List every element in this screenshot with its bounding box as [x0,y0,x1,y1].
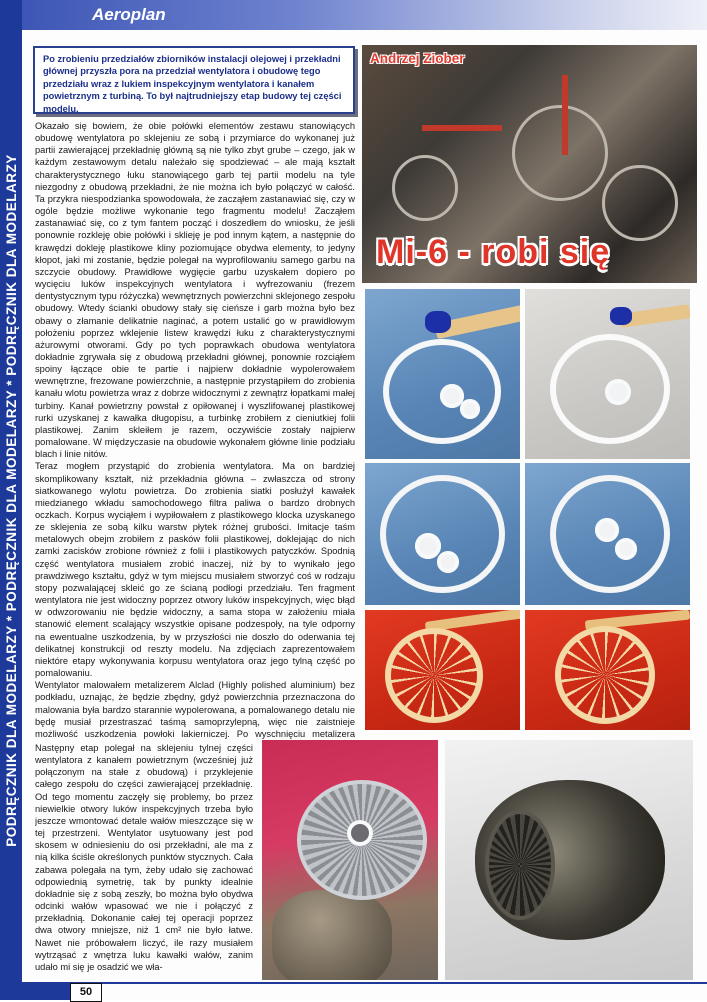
photo-fan-housing-raw-2 [525,289,690,459]
author-name: Andrzej Ziober [370,51,465,66]
side-band-text: PODRĘCZNIK DLA MODELARZY * PODRĘCZNIK DLA MODELARZY * PODRĘCZNIK DLA MODELARZY [3,153,19,847]
magazine-logo: Aeroplan [92,5,166,24]
photo-fan-housing-raw-4 [525,463,690,605]
photo-fan-spokes-1 [365,610,520,730]
page-header [22,0,707,30]
hero-photo-engine-bay [362,45,697,283]
footer-tab [22,984,70,1000]
article-column-1 [35,120,355,740]
paragraph: Następny etap polegał na sklejeniu tylnej części wentylatora z kanałem powietrznym (wcześniej już połączonym na stałe z obudową) i przyklejenie całego zespołu do części zawierającej przekładnię. Od tego momentu zaczęły się problemy, bo przez niewielkie otwory luków inspekcyjnych trzeba było jeszcze wmontować detale wałów mieszczące się w tej przestrzeni. Wentylator usytuowany jest pod skosem w odniesieniu do osi przekładni, ale ma z nią kilka ściśle określonych punktów stycznych. Cała zabawa polegała na tym, żeby udało się zachować odpowiednią symetrię, tak by punkty idealnie dokładnie się z sobą zeszły, bo można było obydwa odcinki wałów wpasować we nie i połączyć z przekładnią. Dokonanie całej tej operacji poprzez dwa otwory mniejsze, niż 1 cm² nie było łatwe. Nawet nie próbowałem liczyć, ile razy musiałem wytrząsać z wnętrza luku kawałki wałów, zanim udało mi się je osadzić we wła- [35,743,253,972]
article-title: Mi-6 - robi się [376,233,611,271]
paragraph: Wentylator malowałem metalizerem Alclad (Highly polished aluminium) bez podkładu, uznając, że będzie zbędny, gdyż powierzchnia przeznaczona do malowania była bardzo starannie wypolerowana, a pomalowanego detalu nie będę musiał przestraszać taśmą samoprzylepną, więc nie zaistnieje możliwość uszkodzenia powłoki lakierniczej. Po wyschnięciu metalizera [35,680,355,739]
intro-box: Po zrobieniu przedziałów zbiorników instalacji olejowej i przekładni głównej przyszła pora na przedział wentylatora i obudowę tego przedziału wraz z lukiem inspekcyjnym wentylatora i kanałem powietrznym z turbiną. To był najtrudniejszy etap budowy tej części modelu. [33,46,355,114]
footer-line [22,982,707,984]
photo-fan-mesh-painted [262,740,438,980]
paragraph: Teraz mogłem przystąpić do zrobienia wentylatora. Ma on bardziej skomplikowany kształt, niż przekładnia główna – zwłaszcza od strony siatkowanego wylotu powietrza. Do zrobienia siatki posłużył kawałek miedzianego wkładu samochodowego filtra paliwa o bardzo drobnych oczkach. Korpus wyciąłem i wypiłowałem z plastikowego klocka uzyskanego ze sklejenia ze sobą kilku warstw płytek różnej grubości. Imitacje taśm metalowych obejm zrobiłem z pasków folii plastikowej, doklejając do nich zamki zacisków zrobione również z folii i plastikowych patyczków. Spodnią część wentylatora musiałem zrobić inaczej, niż by to wynikało jego prawdziwego kształtu, gdyż w tym miejscu musiałem stworzyć coś w rodzaju stopy pozwalającej skleić go ze ścianą podłogi przedziału. Ten fragment wentylatora nie jest widoczny poprzez otwory luków inspekcyjnych, więc błąd w odwzorowaniu nie będzie widoczny, a sama stopa w założeniu miała stanowić element scalający wszystkie opisane podzespoły, na tyle odporny na ewentualne uszkodzenia, by w przyszłości nie doszło do oderwania tej delikatnej konstrukcji od reszty modelu. Na zdjęciach zaprezentowałem niektóre etapy wykonywania korpusu wentylatora oraz jego tylną część po pomalowaniu. [35,461,355,679]
page-number: 50 [70,983,102,1002]
side-band-text-wrap [0,0,22,1000]
article-column-2 [35,742,253,982]
photo-fan-housing-raw-3 [365,463,520,605]
photo-fan-housing-raw-1 [365,289,520,459]
photo-fan-spokes-2 [525,610,690,730]
photo-fan-assembled [445,740,693,980]
paragraph: Okazało się bowiem, że obie połówki elementów zestawu stanowiących obudowę wentylatora po sklejeniu ze sobą i przymiarce do wykonanej już partii zawierającej przekładnię główną są nie tylko zbyt grube – czego, jak w każdym zestawowym detalu należało się spodziewać – ale mają kształt charakterystycznego łuku stanowiącego garb tej partii modelu na tyle niezgodny z obudową przekładni, że nie można ich było połączyć w całość. Ta przykra niespodzianka spowodowała, że zacząłem zastanawiać się, czy w ogóle będzie możliwe wykonanie tego fragmentu modelu! Zacząłem zastanawiać się, co z tym fantem począć i doszedłem do wniosku, że jeśli ponownie rozkleję obie połówki i sklieję je pod innym kątem, a następnie do krawędzi dokleję plastikowe kliny poziomujące obydwa elementy, to jedyny kłopot, jaki mi zostanie, będzie polegał na wyprofilowaniu samego garbu na szczycie obudowy. Prawidłowe wygięcie garbu uzyskałem dopiero po wycięciu luków inspekcyjnych wentylatora i wyfrezowaniu (frezem dentystycznym typu różyczka) wewnętrznych powierzchni sklejonego zespołu obudowy. Wtedy ścianki obudowy stały się cieńsze i garb można było bez obawy o złamanie delikatnie naginać, a potem ustalić go w prawidłowym położeniu poprzez wklejenie listew krawędzi łuku z charakterystycznymi ażurowymi otworami. Gdy po tych poprawkach obudowa wentylatora dokładnie zgrywała się z obudową przekładni głównej, ponownie rozciąłem spoiny łączące obie te partie i najpierw dokładnie wypolerowałem wewnętrzne, frezowane powierzchnie, a następnie przystąpiłem do zrobienia kanału wlotu powietrza wraz z dobrze widocznymi z zewnątrz łopatkami małej turbiny. Kanał powietrzny powstał z opiłowanej i wyszlifowanej plastikowej rurki uzyskanej z kawałka długopisu, a turbinkę zrobiłem z cieniutkiej folii plastikowej. Zanim skleiłem je razem, oczywiście zostały najpierw pomalowane. W międzyczasie na obudowie wykonałem główne linie podziału blach i linie nitów. [35,121,355,460]
